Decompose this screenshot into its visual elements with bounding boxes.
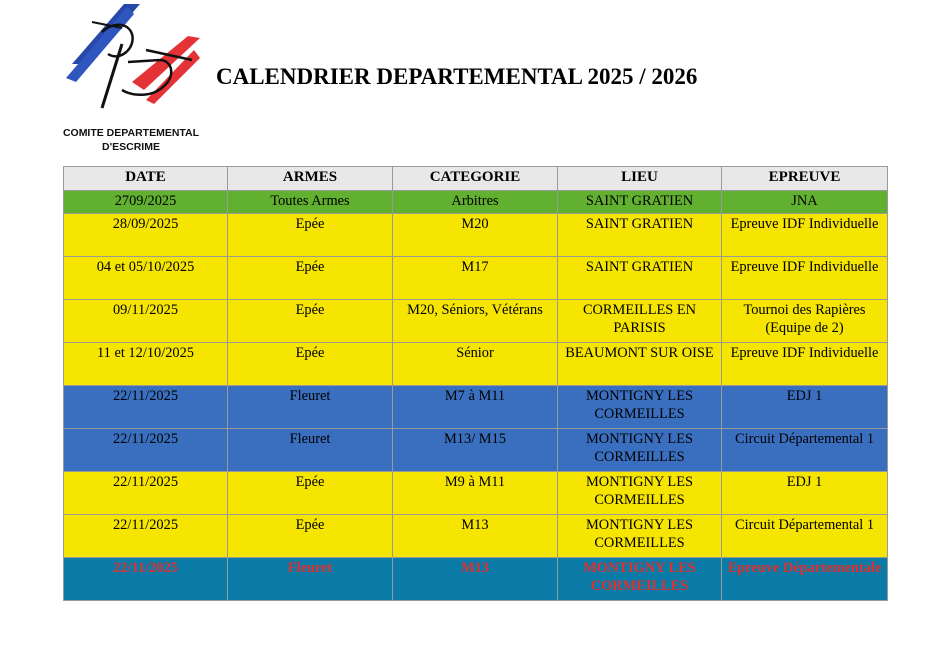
page-title: CALENDRIER DEPARTEMENTAL 2025 / 2026 [216, 64, 698, 89]
cell-categorie: M20 [393, 214, 558, 257]
table-row [64, 343, 888, 386]
cell-categorie: Arbitres [393, 191, 558, 214]
cell-epreuve: Epreuve IDF Individuelle [722, 257, 888, 300]
calendar-table [63, 166, 888, 601]
cell-armes: Toutes Armes [228, 191, 393, 214]
cell-lieu: MONTIGNY LES CORMEILLES [558, 386, 722, 429]
table-row [64, 257, 888, 300]
cell-armes: Fleuret [228, 558, 393, 601]
cell-epreuve: EDJ 1 [722, 386, 888, 429]
cell-epreuve: Tournoi des Rapières (Equipe de 2) [722, 300, 888, 343]
cell-categorie: Sénior [393, 343, 558, 386]
cell-epreuve: Epreuve IDF Individuelle [722, 214, 888, 257]
cell-lieu: BEAUMONT SUR OISE [558, 343, 722, 386]
cell-categorie: M20, Séniors, Vétérans [393, 300, 558, 343]
cell-armes: Epée [228, 214, 393, 257]
cell-lieu: MONTIGNY LES CORMEILLES [558, 472, 722, 515]
cell-date: 28/09/2025 [64, 214, 228, 257]
cell-categorie: M9 à M11 [393, 472, 558, 515]
cell-epreuve: Circuit Départemental 1 [722, 515, 888, 558]
cell-armes: Epée [228, 472, 393, 515]
cell-lieu: SAINT GRATIEN [558, 214, 722, 257]
table-row [64, 191, 888, 214]
cell-epreuve: Circuit Départemental 1 [722, 429, 888, 472]
fencing-95-logo-icon [62, 4, 202, 124]
org-name-line1: COMITE DEPARTEMENTAL [62, 127, 200, 139]
cell-date: 11 et 12/10/2025 [64, 343, 228, 386]
table-row [64, 472, 888, 515]
col-header-epreuve: EPREUVE [722, 167, 888, 191]
table-row [64, 515, 888, 558]
table-row [64, 214, 888, 257]
cell-date: 09/11/2025 [64, 300, 228, 343]
col-header-lieu: LIEU [558, 167, 722, 191]
cell-lieu: MONTIGNY LES CORMEILLES [558, 429, 722, 472]
table-header-row [64, 167, 888, 191]
cell-categorie: M17 [393, 257, 558, 300]
cell-categorie: M13 [393, 558, 558, 601]
table-row [64, 300, 888, 343]
cell-epreuve: Epreuve Départementale [722, 558, 888, 601]
cell-epreuve: JNA [722, 191, 888, 214]
cell-lieu: CORMEILLES EN PARISIS [558, 300, 722, 343]
col-header-date: DATE [64, 167, 228, 191]
cell-date: 22/11/2025 [64, 386, 228, 429]
col-header-categorie: CATEGORIE [393, 167, 558, 191]
cell-armes: Epée [228, 343, 393, 386]
org-name [56, 126, 206, 154]
cell-categorie: M13/ M15 [393, 429, 558, 472]
cell-armes: Fleuret [228, 429, 393, 472]
cell-date: 04 et 05/10/2025 [64, 257, 228, 300]
cell-armes: Epée [228, 515, 393, 558]
table-row [64, 558, 888, 601]
cell-date: 22/11/2025 [64, 558, 228, 601]
cell-epreuve: EDJ 1 [722, 472, 888, 515]
cell-date: 22/11/2025 [64, 515, 228, 558]
cell-armes: Fleuret [228, 386, 393, 429]
col-header-armes: ARMES [228, 167, 393, 191]
org-name-line2: D'ESCRIME [102, 141, 160, 153]
cell-armes: Epée [228, 257, 393, 300]
table-row [64, 386, 888, 429]
table-row [64, 429, 888, 472]
cell-date: 2709/2025 [64, 191, 228, 214]
cell-lieu: SAINT GRATIEN [558, 257, 722, 300]
cell-categorie: M7 à M11 [393, 386, 558, 429]
cell-armes: Epée [228, 300, 393, 343]
cell-categorie: M13 [393, 515, 558, 558]
cell-lieu: MONTIGNY LES CORMEILLES [558, 558, 722, 601]
cell-lieu: MONTIGNY LES CORMEILLES [558, 515, 722, 558]
cell-lieu: SAINT GRATIEN [558, 191, 722, 214]
cell-date: 22/11/2025 [64, 429, 228, 472]
cell-date: 22/11/2025 [64, 472, 228, 515]
cell-epreuve: Epreuve IDF Individuelle [722, 343, 888, 386]
